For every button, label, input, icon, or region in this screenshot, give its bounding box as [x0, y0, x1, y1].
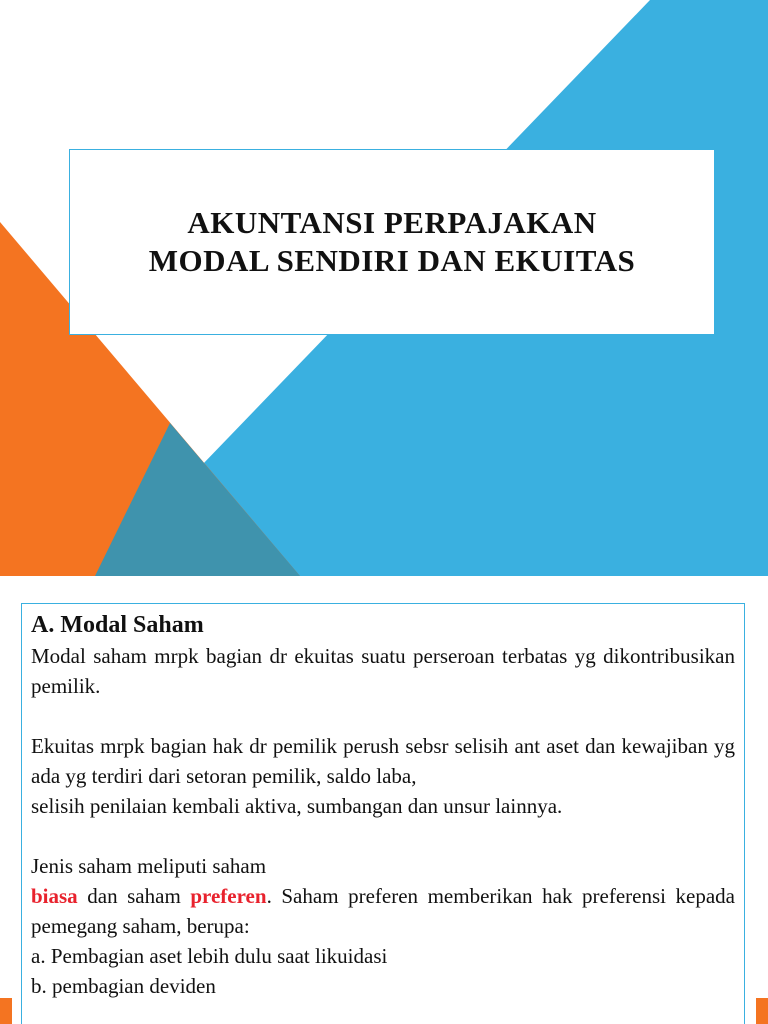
- orange-corner-accent-right: [756, 998, 768, 1024]
- paragraph-jenis-saham-intro: Jenis saham meliputi saham: [31, 854, 267, 878]
- paragraph-ekuitas: Ekuitas mrpk bagian hak dr pemilik perush sebsr selisih ant aset dan kewajiban yg ada yg terdiri dari setoran pemilik, saldo laba,: [31, 734, 735, 788]
- section-heading: A. Modal Saham: [31, 612, 204, 638]
- paragraph-spacer: [31, 701, 735, 731]
- title-box: [69, 149, 715, 335]
- paragraph-spacer: [31, 821, 735, 851]
- list-item: a. Pembagian aset lebih dulu saat likuidasi: [31, 944, 388, 968]
- text-saham-preferen-detail: . Saham preferen memberikan hak preferensi kepada pemegang saham, berupa:: [31, 884, 735, 938]
- title-line-2: MODAL SENDIRI DAN EKUITAS: [148, 243, 636, 278]
- list-item: b. pembagian deviden: [31, 974, 216, 998]
- highlight-biasa: biasa: [31, 884, 78, 908]
- paragraph-jenis-saham: [31, 881, 735, 941]
- text-dan-saham: dan saham: [77, 884, 191, 908]
- orange-corner-accent-left: [0, 998, 12, 1024]
- content-slide: [0, 576, 768, 1024]
- paragraph-modal-saham: Modal saham mrpk bagian dr ekuitas suatu perseroan terbatas yg dikontribusikan pemilik.: [31, 644, 735, 698]
- title-line-1: AKUNTANSI PERPAJAKAN: [187, 205, 597, 240]
- content-box: [21, 603, 745, 1024]
- highlight-preferen: preferen: [190, 884, 267, 908]
- paragraph-ekuitas-continued: selisih penilaian kembali aktiva, sumbangan dan unsur lainnya.: [31, 794, 563, 818]
